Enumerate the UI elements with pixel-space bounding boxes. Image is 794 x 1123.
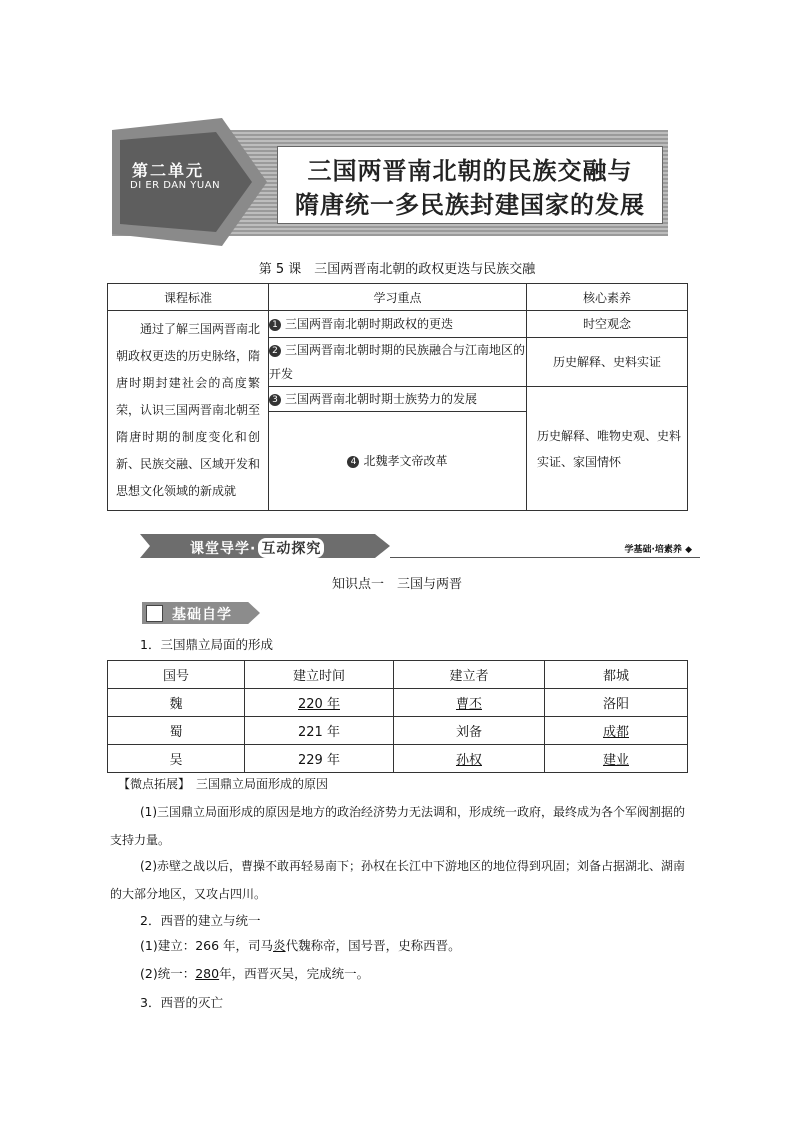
table-cell: 建业 <box>545 745 688 773</box>
header-cell: 建立者 <box>394 661 545 689</box>
number-badge-icon: 1 <box>269 319 281 331</box>
table-header-row <box>108 284 688 311</box>
table-row <box>108 745 688 773</box>
table-cell: 220 年 <box>245 689 394 717</box>
banner-title-line1: 三国两晋南北朝的民族交融与 <box>307 157 633 185</box>
table-row <box>108 717 688 745</box>
header-cell: 都城 <box>545 661 688 689</box>
section-subtitle <box>625 542 692 555</box>
jin-unify-underlined: 280 <box>195 966 220 981</box>
jin-establish-prefix: (1)建立：266 年，司马 <box>140 938 274 953</box>
header-standard: 课程标准 <box>108 284 269 311</box>
number-badge-icon: 3 <box>269 394 281 406</box>
kingdoms-table <box>107 660 688 773</box>
number-badge-icon: 2 <box>269 345 281 357</box>
jin-unify <box>140 960 720 988</box>
unit-pinyin: DI ER DAN YUAN <box>130 180 221 191</box>
table-cell: 刘备 <box>394 717 545 745</box>
jin-establish <box>140 932 720 960</box>
table-cell: 成都 <box>545 717 688 745</box>
table-cell: 魏 <box>108 689 245 717</box>
banner-title-box <box>277 146 663 224</box>
course-table <box>107 283 688 511</box>
table-row <box>108 311 688 338</box>
lesson-title: 第 5 课 三国两晋南北朝的政权更迭与民族交融 <box>258 262 536 277</box>
unit-banner <box>112 118 668 246</box>
table-cell: 孙权 <box>394 745 545 773</box>
extension-paragraph-1: (1)三国鼎立局面形成的原因是地方的政治经济势力无法调和，形成统一政府，最终成为各个军阀割据的支持力量。 <box>110 805 686 847</box>
focus-item <box>269 338 527 387</box>
basic-self-study-label <box>142 602 262 624</box>
jin-establish-suffix: 代魏称帝，国号晋，史称西晋。 <box>285 938 461 953</box>
banner-title-line2: 隋唐统一多民族封建国家的发展 <box>295 191 645 219</box>
standard-text: 通过了解三国两晋南北朝政权更迭的历史脉络，隋唐时期封建社会的高度繁荣，认识三国两晋南北朝至隋唐时期的制度变化和创新、民族交融、区域开发和思想文化领域的新成就 <box>116 322 261 498</box>
knowledge-title: 知识点一 三国与两晋 <box>331 577 462 592</box>
diamond-icon: ◆ <box>685 545 692 555</box>
focus-text: 三国两晋南北朝时期的民族融合与江南地区的开发 <box>269 343 526 381</box>
focus-item <box>269 311 527 338</box>
table-row <box>108 689 688 717</box>
section-title <box>190 538 324 558</box>
table-cell: 蜀 <box>108 717 245 745</box>
heading-1: 1．三国鼎立局面的形成 <box>140 637 273 652</box>
unit-name: 第二单元 <box>132 161 205 180</box>
number-badge-icon: 4 <box>347 456 359 468</box>
section-title-left: 课堂导学· <box>190 541 257 557</box>
table-cell: 229 年 <box>245 745 394 773</box>
section-bar <box>140 534 700 560</box>
book-icon <box>146 605 163 622</box>
header-cell: 国号 <box>108 661 245 689</box>
heading-3: 3．西晋的灭亡 <box>140 995 223 1010</box>
table-header-row <box>108 661 688 689</box>
table-cell: 曹丕 <box>394 689 545 717</box>
heading-2: 2．西晋的建立与统一 <box>140 913 261 928</box>
header-core: 核心素养 <box>527 284 688 311</box>
focus-text: 三国两晋南北朝时期士族势力的发展 <box>285 392 478 406</box>
table-cell: 洛阳 <box>545 689 688 717</box>
table-cell: 221 年 <box>245 717 394 745</box>
core-cell: 时空观念 <box>527 311 688 338</box>
focus-text: 三国两晋南北朝时期政权的更迭 <box>285 317 454 331</box>
extension-paragraph-2: (2)赤壁之战以后，曹操不敢再轻易南下；孙权在长江中下游地区的地位得到巩固；刘备占据湖北、湖南的大部分地区，又攻占四川。 <box>110 859 686 901</box>
table-cell: 吴 <box>108 745 245 773</box>
jin-unify-suffix: 年，西晋灭吴，完成统一。 <box>219 966 370 981</box>
jin-establish-underlined: 炎 <box>273 938 286 953</box>
header-cell: 建立时间 <box>245 661 394 689</box>
focus-item <box>269 387 527 412</box>
section-subtitle-text: 学基础·培素养 <box>624 545 682 555</box>
basic-self-study-text: 基础自学 <box>172 607 232 623</box>
focus-text: 北魏孝文帝改革 <box>363 454 448 468</box>
divider <box>390 557 700 558</box>
jin-unify-prefix: (2)统一： <box>140 966 196 981</box>
core-cell: 历史解释、唯物史观、史料实证、家国情怀 <box>527 387 688 511</box>
section-title-highlight: 互动探究 <box>258 538 324 558</box>
header-focus: 学习重点 <box>269 284 527 311</box>
standard-cell <box>108 311 269 511</box>
focus-item <box>269 412 527 511</box>
core-cell: 历史解释、史料实证 <box>527 338 688 387</box>
extension-label: 【微点拓展】 三国鼎立局面形成的原因 <box>118 777 329 791</box>
